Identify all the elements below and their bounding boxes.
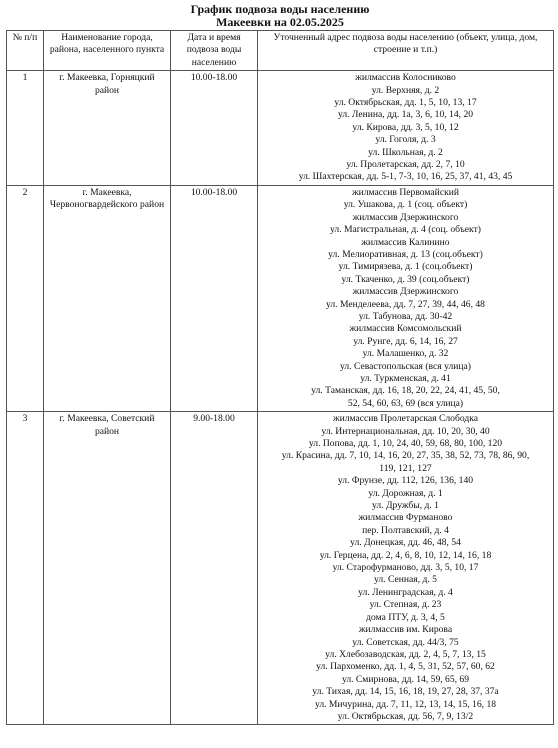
address-line: жилмассив Пролетарская Слободка (332, 413, 479, 425)
address-line: ул. Октябрьская, дд. 56, 7, 9, 13/2 (337, 710, 474, 722)
row-num: 3 (7, 412, 44, 725)
table-row (7, 185, 554, 411)
address-line: ул. Дружбы, д. 1 (372, 500, 439, 512)
address-line: ул. Советская, дд. 44/3, 75 (352, 636, 459, 648)
row-time: 10.00-18.00 (171, 71, 258, 186)
table-row (7, 71, 554, 186)
address-line: ул. Рунге, дд. 6, 14, 16, 27 (353, 335, 458, 347)
address-line: жилмассив Калинино (361, 236, 450, 248)
address-line: ул. Тихая, дд. 14, 15, 16, 18, 19, 27, 28, 37, 37а (312, 686, 499, 698)
address-line: ул. Смирнова, дд. 14, 59, 65, 69 (341, 673, 470, 685)
address-line: ул. Тимирязева, д. 1 (соц.объект) (338, 261, 473, 273)
address-line: ул. Мелиоративная, д. 13 (соц.объект) (328, 248, 483, 260)
address-line: жилмассив Первомайский (351, 186, 460, 198)
address-line: ул. Донецкая, дд. 46, 48, 54 (350, 537, 461, 549)
table-row (7, 412, 554, 725)
address-line: ул. Мичурина, дд. 7, 11, 12, 13, 14, 15, 16, 18 (314, 698, 497, 710)
address-line: ул. Ленина, дд. 1а, 3, 6, 10, 14, 20 (337, 109, 474, 121)
address-line: ул. Интернациональная, дд. 10, 20, 30, 40 (321, 425, 490, 437)
address-line: 119, 121, 127 (379, 462, 432, 474)
address-line: жилмассив Дзержинского (352, 286, 459, 298)
address-line: ул. Фрунзе, дд. 112, 126, 136, 140 (337, 475, 474, 487)
address-line: ул. Гоголя, д. 3 (375, 134, 436, 146)
address-line: ул. Ушакова, д. 1 (соц. объект) (343, 199, 468, 211)
row-addresses (258, 412, 554, 725)
header-district: Наименование города, района, населенного пункта (44, 31, 171, 71)
row-num: 2 (7, 185, 44, 411)
address-line: 52, 54, 60, 63, 69 (вся улица) (347, 397, 464, 409)
address-line: жилмассив Комсомольский (349, 323, 462, 335)
address-line: жилмассив Колосниково (355, 72, 456, 84)
address-line: ул. Дорожная, д. 1 (368, 487, 443, 499)
table-header-row (7, 31, 554, 71)
address-line: ул. Пролетарская, дд. 2, 7, 10 (346, 159, 465, 171)
address-line: ул. Красина, дд. 7, 10, 14, 16, 20, 27, 35, 38, 52, 73, 78, 86, 90, (281, 450, 530, 462)
title-line-2: Макеевки на 02.05.2025 (216, 15, 344, 29)
address-line: ул. Табунова, дд. 30-42 (358, 310, 453, 322)
address-line: ул. Сенная, д. 5 (374, 574, 437, 586)
address-line: ул. Герцена, дд. 2, 4, 6, 8, 10, 12, 14, 16, 18 (319, 549, 492, 561)
address-line: ул. Таманская, дд. 16, 18, 20, 22, 24, 41, 45, 50, (311, 385, 500, 397)
address-line: ул. Ленинградская, д. 4 (358, 586, 453, 598)
address-line: ул. Попова, дд. 1, 10, 24, 40, 59, 68, 80, 100, 120 (308, 438, 503, 449)
row-addresses (258, 71, 554, 186)
title-line-1: График подвоза воды населению (190, 2, 370, 16)
address-line: ул. Пархоменко, дд. 1, 4, 5, 31, 52, 57, 60, 62 (316, 661, 495, 673)
address-line: ул. Старофурманово, дд. 3, 5, 10, 17 (332, 562, 479, 574)
row-num: 1 (7, 71, 44, 186)
address-line: жилмассив Дзержинского (352, 211, 459, 223)
address-line: ул. Магистральная, д. 4 (соц. объект) (330, 224, 481, 236)
header-time: Дата и время подвоза воды населению (171, 31, 258, 71)
document-title (6, 3, 554, 29)
address-line: пер. Полтавский, д. 4 (362, 524, 449, 536)
address-line: ул. Шахтерская, дд. 5-1, 7-3, 10, 16, 25, 37, 41, 43, 45 (298, 171, 513, 183)
address-line: ул. Кирова, дд. 3, 5, 10, 12 (352, 121, 459, 133)
address-line: ул. Менделеева, дд. 7, 27, 39, 44, 46, 48 (326, 298, 485, 310)
row-district: г. Макеевка, Червоногвардейского район (44, 185, 171, 411)
address-line: ул. Ткаченко, д. 39 (соц.объект) (341, 273, 470, 285)
water-schedule-table (6, 30, 554, 725)
address-line: ул. Хлебозаводская, дд. 2, 4, 5, 7, 13, 15 (325, 648, 486, 660)
address-line: ул. Октябрьская, дд. 1, 5, 10, 13, 17 (334, 97, 477, 109)
address-line: жилмассив им. Кирова (358, 624, 453, 636)
table-body (7, 71, 554, 725)
row-addresses (258, 185, 554, 411)
row-district: г. Макеевка, Горняцкий район (44, 71, 171, 186)
address-line: ул. Туркменская, д. 41 (360, 372, 451, 384)
row-district: г. Макеевка, Советский район (44, 412, 171, 725)
address-line: ул. Степная, д. 23 (369, 599, 442, 611)
address-line: ул. Севастопольская (вся улица) (340, 360, 471, 372)
header-address: Уточненный адрес подвоза воды населению (объект, улица, дом, строение и т.п.) (258, 31, 554, 71)
address-line: ул. Малашенко, д. 32 (362, 348, 449, 360)
address-line: дома ПТУ, д. 3, 4, 5 (366, 611, 445, 623)
address-line: ул. Школьная, д. 2 (368, 146, 443, 158)
address-line: жилмассив Фурманово (358, 512, 453, 524)
address-line: ул. Верхняя, д. 2 (371, 84, 440, 96)
row-time: 9.00-18.00 (171, 412, 258, 725)
row-time: 10.00-18.00 (171, 185, 258, 411)
header-num: № п/п (7, 31, 44, 71)
